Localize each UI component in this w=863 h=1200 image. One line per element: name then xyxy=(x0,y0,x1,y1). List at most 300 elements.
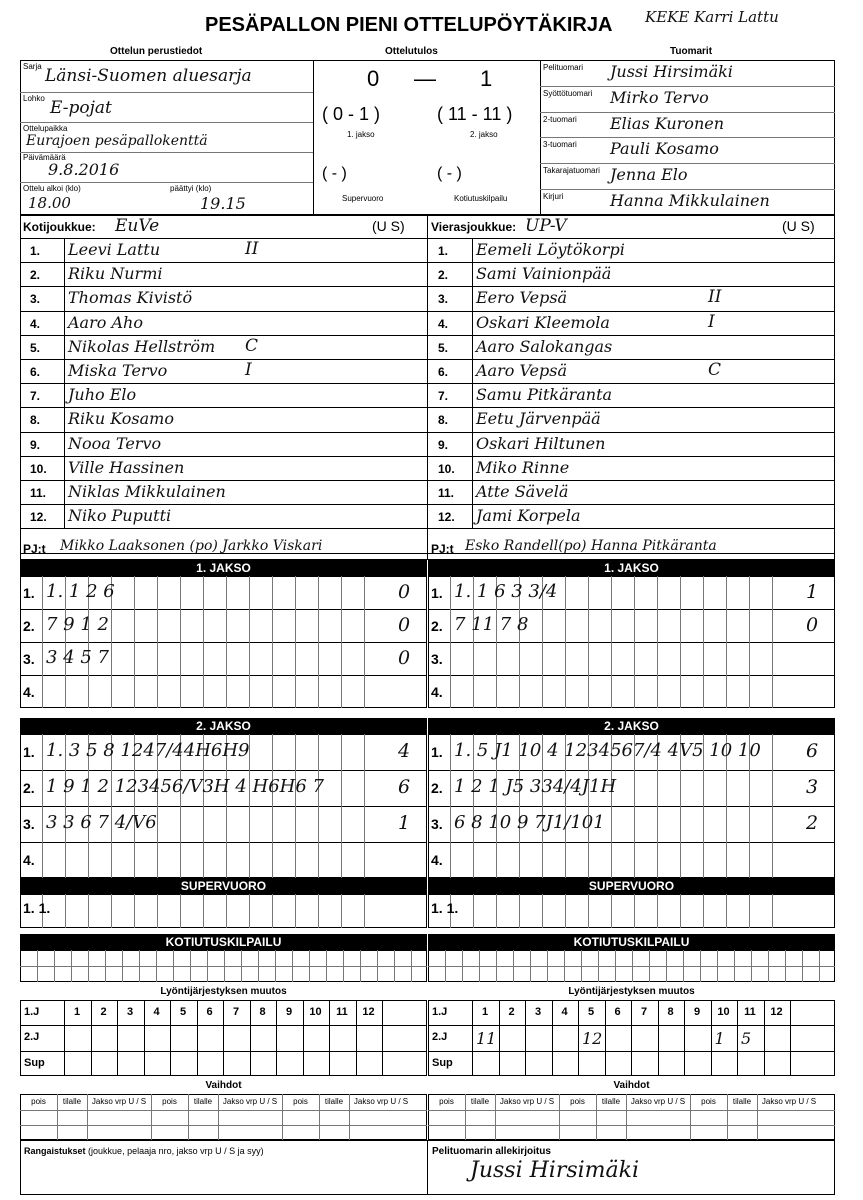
vaihdot-line xyxy=(428,1110,835,1111)
inning-col-line xyxy=(203,576,204,708)
vaihdot-col-label: tilalle xyxy=(324,1097,344,1106)
inning-col-line xyxy=(565,576,566,708)
inning-col-line xyxy=(657,576,658,708)
player-name: Nikolas Hellström xyxy=(68,336,216,356)
inning-col-line xyxy=(295,576,296,708)
inning-score: 0 xyxy=(806,613,819,636)
inning-col-line xyxy=(226,894,227,928)
player-name: Aaro Aho xyxy=(68,312,143,332)
inning-number: 1. xyxy=(23,584,35,601)
inning-col-line xyxy=(272,734,273,878)
inning-col-line xyxy=(726,894,727,928)
title-note: KEKE Karri Lattu xyxy=(645,8,779,26)
inning-number: 4. xyxy=(431,683,443,700)
inning-row-line xyxy=(20,770,427,771)
player-name: Juho Elo xyxy=(68,385,137,405)
kotiutus-col xyxy=(547,950,548,982)
inning-col-line xyxy=(364,734,365,878)
player-row-line xyxy=(20,238,835,239)
inning-score: 6 xyxy=(398,776,411,798)
score-home: 0 xyxy=(367,66,380,91)
inning-col-line xyxy=(473,894,474,928)
player-number: 4. xyxy=(30,316,41,331)
kotiutus-col xyxy=(819,950,820,982)
kotiutus-col xyxy=(190,950,191,982)
order-col-label: 5 xyxy=(587,1006,595,1018)
kotiutus-col xyxy=(37,950,38,982)
kotiutus-col xyxy=(71,950,72,982)
order-col-label: 8 xyxy=(259,1006,266,1018)
player-number: 9. xyxy=(30,437,41,452)
inning-col-line xyxy=(450,576,451,708)
order-col-label: 6 xyxy=(614,1006,621,1018)
inning-col-line xyxy=(611,576,612,708)
player-name: Niklas Mikkulainen xyxy=(68,482,226,501)
player-number: 7. xyxy=(30,389,41,404)
inning-number: 4. xyxy=(23,683,35,700)
order-col-label: 12 xyxy=(362,1006,375,1018)
pvm-value: 9.8.2016 xyxy=(48,160,120,179)
kotiutus-col xyxy=(343,950,344,982)
inning-col-line xyxy=(772,894,773,928)
player-number: 5. xyxy=(30,340,41,355)
inning-col-line xyxy=(42,734,43,878)
kotiutus-col xyxy=(309,950,310,982)
away-team-label: Vierasjoukkue: xyxy=(431,220,517,234)
order-col-label: 11 xyxy=(744,1006,756,1018)
away-pj-label: PJ:t xyxy=(431,542,454,556)
inning-col-line xyxy=(364,576,365,708)
score-dash: — xyxy=(414,66,436,91)
inning-number: 2. xyxy=(431,617,443,634)
score-away: 1 xyxy=(480,66,493,91)
rangaistukset-label: Rangaistukset (joukkue, pelaaja nro, jakso vrp U / S ja syy) xyxy=(24,1146,264,1156)
umpire-divider xyxy=(540,86,835,87)
kotiutus-col xyxy=(615,950,616,982)
player-name: Aaro Salokangas xyxy=(476,336,613,356)
inning-col-line xyxy=(318,576,319,708)
kotiutus-col xyxy=(768,950,769,982)
player-number: 10. xyxy=(438,461,455,476)
kotiutus-col xyxy=(54,950,55,982)
inning-entries: 1. 1 6 3 3/4 xyxy=(454,580,558,602)
player-number: 1. xyxy=(438,244,449,258)
period1-label: 1. jakso xyxy=(347,130,375,139)
kotiutus-col xyxy=(564,950,565,982)
player-name: Samu Pitkäranta xyxy=(476,385,613,405)
vaihdot-title: Vaihdot xyxy=(613,1080,650,1091)
player-number: 6. xyxy=(30,365,41,379)
inning-col-line xyxy=(295,734,296,878)
inning-col-line xyxy=(496,894,497,928)
order-col-label: 1 xyxy=(481,1006,489,1018)
player-mark: I xyxy=(245,360,252,380)
section-bar: 1. JAKSO xyxy=(20,560,427,576)
inning-number: 3. xyxy=(431,650,443,667)
inning-col-line xyxy=(341,734,342,878)
vaihdot-line xyxy=(20,1110,427,1111)
kotiutus-col xyxy=(666,950,667,982)
kotiutus-col xyxy=(598,950,599,982)
inning-entries: 1 9 1 2 123456/V3H 4 H6H6 7 xyxy=(46,776,324,797)
section-bar: KOTIUTUSKILPAILU xyxy=(428,934,835,950)
kotiutus-col xyxy=(700,950,701,982)
inning-entries: 7 11 7 8 xyxy=(454,613,529,635)
inning-col-line xyxy=(588,894,589,928)
umpire-label: Kirjuri xyxy=(543,192,564,201)
order-row-label: 1.J xyxy=(24,1006,40,1018)
inning-entries: 7 9 1 2 xyxy=(46,613,109,635)
kotiutus-col xyxy=(734,950,735,982)
player-row-line xyxy=(20,262,835,263)
player-name: Eemeli Löytökorpi xyxy=(476,240,625,259)
player-name: Miska Tervo xyxy=(68,361,168,380)
player-row-line xyxy=(20,553,835,554)
inning-row-line xyxy=(20,842,427,843)
inning-col-line xyxy=(42,576,43,708)
inning-entries: 3 3 6 7 4/V6 xyxy=(46,812,157,833)
inning-col-line xyxy=(726,576,727,708)
kotiutus-col xyxy=(105,950,106,982)
order-col-label: 4 xyxy=(153,1006,160,1018)
inning-col-line xyxy=(272,894,273,928)
player-number: 8. xyxy=(438,413,449,428)
kotiutus-col xyxy=(530,950,531,982)
inning-row-line xyxy=(20,609,427,610)
inning-number: 1. xyxy=(431,584,443,601)
order-col-label: 9 xyxy=(285,1006,293,1018)
kotiutus-col xyxy=(326,950,327,982)
player-name: Riku Nurmi xyxy=(68,264,163,284)
player-number: 5. xyxy=(438,340,449,355)
player-name: Thomas Kivistö xyxy=(68,288,193,308)
inning-col-line xyxy=(111,894,112,928)
paattyi-value: 19.15 xyxy=(200,194,246,213)
inning-col-line xyxy=(772,576,773,708)
order-away-2j: 11 xyxy=(476,1029,497,1048)
inning-col-line xyxy=(657,894,658,928)
paattyi-label: päättyi (klo) xyxy=(170,184,212,193)
player-row-line xyxy=(20,456,835,457)
inning-number: 2. xyxy=(431,780,443,796)
inning-number: 3. xyxy=(23,650,35,667)
inning-col-line xyxy=(680,894,681,928)
umpire-name: Jussi Hirsimäki xyxy=(610,62,733,81)
inning-score: 1 xyxy=(398,812,411,834)
inning-score: 2 xyxy=(806,812,819,834)
order-row-label: 2.J xyxy=(24,1031,40,1044)
inning-col-line xyxy=(180,576,181,708)
vaihdot-col-label: Jakso vrp U / S xyxy=(91,1097,147,1106)
section-bar: SUPERVUORO xyxy=(20,878,427,894)
player-number: 2. xyxy=(30,268,41,283)
period2-score: ( 11 - 11 ) xyxy=(437,104,513,124)
home-team-name: EuVe xyxy=(115,216,160,236)
inning-col-line xyxy=(611,894,612,928)
inning-score: 0 xyxy=(398,613,411,636)
vaihdot-col-label: pois xyxy=(31,1097,46,1106)
inning-col-line xyxy=(65,894,66,928)
player-number: 8. xyxy=(30,413,41,428)
player-row-line xyxy=(20,528,835,529)
order-col-label: 9 xyxy=(693,1006,701,1018)
player-name: Riku Kosamo xyxy=(68,409,174,429)
kotiutus-col xyxy=(173,950,174,982)
kotiutus-col xyxy=(377,950,378,982)
order-col-label: 10 xyxy=(309,1006,322,1018)
paikka-label: Ottelupaikka xyxy=(23,124,68,133)
inning-number: 4. xyxy=(431,852,443,868)
inning-col-line xyxy=(134,576,135,708)
period1-score: ( 0 - 1 ) xyxy=(322,104,381,124)
order-col-label: 5 xyxy=(179,1006,187,1018)
player-row-line xyxy=(20,480,835,481)
order-col-label: 3 xyxy=(534,1006,542,1018)
vaihdot-col-label: tilalle xyxy=(470,1097,490,1106)
player-row-line xyxy=(20,407,835,408)
order-away-2j: 12 xyxy=(582,1029,603,1048)
order-away-2j: 1 xyxy=(714,1029,725,1048)
inning-col-line xyxy=(226,576,227,708)
vaihdot-line xyxy=(20,1125,427,1126)
vaihdot-col-label: Jakso vrp U / S xyxy=(222,1097,278,1106)
section-umpires: Tuomarit xyxy=(670,46,713,57)
paikka-value: Eurajoen pesäpallokenttä xyxy=(26,133,208,149)
inning-entries: 1. 5 J1 10 4 1234567/4 4V5 10 10 xyxy=(454,740,761,761)
inning-col-line xyxy=(249,894,250,928)
kotiutus-col xyxy=(139,950,140,982)
kotiutus-col xyxy=(513,950,514,982)
section-basic: Ottelun perustiedot xyxy=(110,46,203,57)
player-name: Jami Korpela xyxy=(476,506,581,526)
umpire-name: Mirko Tervo xyxy=(610,87,709,107)
section-bar: 2. JAKSO xyxy=(20,718,427,734)
inning-number: 2. xyxy=(23,780,35,796)
order-row-label: Sup xyxy=(24,1056,45,1069)
inning-row-line xyxy=(20,675,427,676)
umpire-divider xyxy=(540,112,835,113)
inning-grid xyxy=(20,894,427,928)
kotiutus-col xyxy=(632,950,633,982)
player-number: 12. xyxy=(30,510,47,525)
vaihdot-col-label: tilalle xyxy=(601,1097,621,1106)
inning-entries: 3 4 5 7 xyxy=(46,646,109,668)
player-number: 11. xyxy=(438,486,455,500)
inning-col-line xyxy=(703,576,704,708)
order-col-label: 2 xyxy=(100,1006,107,1018)
order-col-label: 8 xyxy=(667,1006,674,1018)
player-mark: I xyxy=(708,311,715,332)
player-name: Aaro Vepsä xyxy=(476,361,568,380)
kotiutus-col xyxy=(496,950,497,982)
vaihdot-line xyxy=(428,1125,835,1126)
kotiutus-col xyxy=(751,950,752,982)
player-number: 2. xyxy=(438,268,449,283)
inning-number: 1. xyxy=(23,744,35,760)
inning-col-line xyxy=(318,734,319,878)
inning-grid xyxy=(428,894,835,928)
player-number-divider xyxy=(64,238,65,528)
away-us: (U S) xyxy=(782,218,815,234)
kotiutus-col xyxy=(462,950,463,982)
inning-entries: 6 8 10 9 7J1/101 xyxy=(454,812,605,833)
vaihdot-col-label: Jakso vrp U / S xyxy=(761,1097,817,1106)
kotiutus-col xyxy=(292,950,293,982)
inning-col-line xyxy=(450,734,451,878)
home-pj: Mikko Laaksonen (po) Jarkko Viskari xyxy=(60,538,323,554)
player-name: Eero Vepsä xyxy=(476,288,568,308)
inning-number: 4. xyxy=(23,852,35,868)
inning-col-line xyxy=(772,734,773,878)
vaihdot-title: Vaihdot xyxy=(205,1080,242,1091)
home-team-label: Kotijoukkue: xyxy=(23,220,96,234)
order-col-label: 3 xyxy=(126,1006,134,1018)
umpire-label: 2-tuomari xyxy=(543,114,577,124)
lohko-value: E-pojat xyxy=(50,98,112,118)
player-number: 10. xyxy=(30,461,47,476)
supervuoro-label: Supervuoro xyxy=(342,194,384,203)
away-pj: Esko Randell(po) Hanna Pitkäranta xyxy=(465,538,717,554)
signature-label: Pelituomarin allekirjoitus xyxy=(432,1146,551,1157)
order-col-label: 10 xyxy=(717,1006,730,1018)
player-number: 1. xyxy=(30,244,41,258)
inning-col-line xyxy=(749,576,750,708)
period2-label: 2. jakso xyxy=(470,130,498,139)
inning-score: 0 xyxy=(398,580,411,603)
player-mark: II xyxy=(708,287,722,308)
player-mark: C xyxy=(708,360,722,380)
inning-col-line xyxy=(588,576,589,708)
player-number: 4. xyxy=(438,316,449,331)
vaihdot-col-label: pois xyxy=(293,1097,308,1106)
umpire-label: 3-tuomari xyxy=(543,140,577,150)
kotiutus-col xyxy=(683,950,684,982)
player-name: Niko Puputti xyxy=(68,506,172,526)
order-title: Lyöntijärjestyksen muutos xyxy=(568,986,695,997)
kotiutus-col xyxy=(649,950,650,982)
inning-row-line xyxy=(428,675,835,676)
kotiutus-col xyxy=(394,950,395,982)
order-col-label: 7 xyxy=(232,1006,240,1018)
order-row-label: 2.J xyxy=(432,1031,448,1044)
inning-entries: 1. 1 2 6 xyxy=(46,580,115,602)
kotiutus-col xyxy=(122,950,123,982)
kotiutus-col xyxy=(275,950,276,982)
player-name: Miko Rinne xyxy=(476,457,570,477)
order-col-label: 2 xyxy=(508,1006,515,1018)
player-row-line xyxy=(20,383,835,384)
supervuoro-score: ( - ) xyxy=(322,165,347,182)
sarja-value: Länsi-Suomen aluesarja xyxy=(45,66,252,86)
section-bar: 1. JAKSO xyxy=(428,560,835,576)
order-col-label: 1 xyxy=(73,1006,81,1018)
order-col-label: 4 xyxy=(561,1006,568,1018)
kotiutus-col xyxy=(802,950,803,982)
player-name: Eetu Järvenpää xyxy=(476,409,601,429)
alkoi-label: Ottelu alkoi (klo) xyxy=(23,184,81,193)
player-name: Oskari Hiltunen xyxy=(476,433,606,453)
inning-col-line xyxy=(249,576,250,708)
kotiutus-col xyxy=(785,950,786,982)
vaihdot-col-label: Jakso vrp U / S xyxy=(353,1097,409,1106)
umpire-divider xyxy=(540,163,835,164)
player-number: 3. xyxy=(438,292,449,307)
umpire-divider xyxy=(540,189,835,190)
inning-col-line xyxy=(157,894,158,928)
inning-col-line xyxy=(364,894,365,928)
kotiutus-score: ( - ) xyxy=(437,165,462,182)
inning-col-line xyxy=(203,894,204,928)
player-row-line xyxy=(20,504,835,505)
order-row-label: 1.J xyxy=(432,1006,448,1018)
signature: Jussi Hirsimäki xyxy=(470,1158,640,1183)
vaihdot-col-label: pois xyxy=(701,1097,716,1106)
home-us: (U S) xyxy=(372,218,405,234)
home-pj-label: PJ:t xyxy=(23,542,46,556)
inning-col-line xyxy=(341,576,342,708)
inning-col-line xyxy=(134,894,135,928)
kotiutus-label: Kotiutuskilpailu xyxy=(454,194,508,203)
kotiutus-col xyxy=(479,950,480,982)
inning-row-line xyxy=(428,842,835,843)
inning-col-line xyxy=(634,576,635,708)
player-number: 11. xyxy=(30,486,47,500)
umpire-name: Pauli Kosamo xyxy=(610,139,719,159)
pvm-label: Päivämäärä xyxy=(23,153,66,162)
kotiutus-col xyxy=(360,950,361,982)
lohko-label: Lohko xyxy=(23,94,45,103)
inning-number: 3. xyxy=(23,816,35,832)
inning-col-line xyxy=(542,894,543,928)
sarja-label: Sarja xyxy=(23,62,42,71)
inning-col-line xyxy=(180,894,181,928)
inning-number: 2. xyxy=(23,617,35,634)
player-name: Nooa Tervo xyxy=(68,433,162,453)
player-number: 9. xyxy=(438,437,449,452)
order-row-label: Sup xyxy=(432,1056,453,1069)
kotiutus-col xyxy=(241,950,242,982)
order-col-label: 7 xyxy=(640,1006,648,1018)
inning-row-line xyxy=(20,642,427,643)
inning-score: 6 xyxy=(806,740,819,762)
inning-row-line xyxy=(428,770,835,771)
kotiutus-col xyxy=(207,950,208,982)
kotiutus-col xyxy=(224,950,225,982)
order-away-2j: 5 xyxy=(741,1029,752,1048)
inning-number: 1. xyxy=(431,744,443,760)
inning-col-line xyxy=(634,894,635,928)
vaihdot-col-label: tilalle xyxy=(193,1097,213,1106)
inning-entries: 1. 1. xyxy=(23,900,51,916)
kotiutus-col xyxy=(581,950,582,982)
order-col-line xyxy=(790,1000,791,1076)
player-name: Sami Vainionpää xyxy=(476,264,612,284)
kotiutus-col xyxy=(717,950,718,982)
inning-number: 3. xyxy=(431,816,443,832)
inning-score: 3 xyxy=(806,776,819,798)
umpire-label: Pelituomari xyxy=(543,63,584,72)
player-name: Atte Sävelä xyxy=(476,482,569,501)
away-team-name: UP-V xyxy=(525,216,567,236)
player-name: Ville Hassinen xyxy=(68,457,185,477)
player-number-divider xyxy=(472,238,473,528)
umpire-label: Takarajatuomari xyxy=(543,166,600,176)
vaihdot-col-label: pois xyxy=(162,1097,177,1106)
kotiutus-col xyxy=(88,950,89,982)
player-mark: C xyxy=(245,335,259,356)
section-bar: 2. JAKSO xyxy=(428,718,835,734)
kotiutus-col xyxy=(445,950,446,982)
